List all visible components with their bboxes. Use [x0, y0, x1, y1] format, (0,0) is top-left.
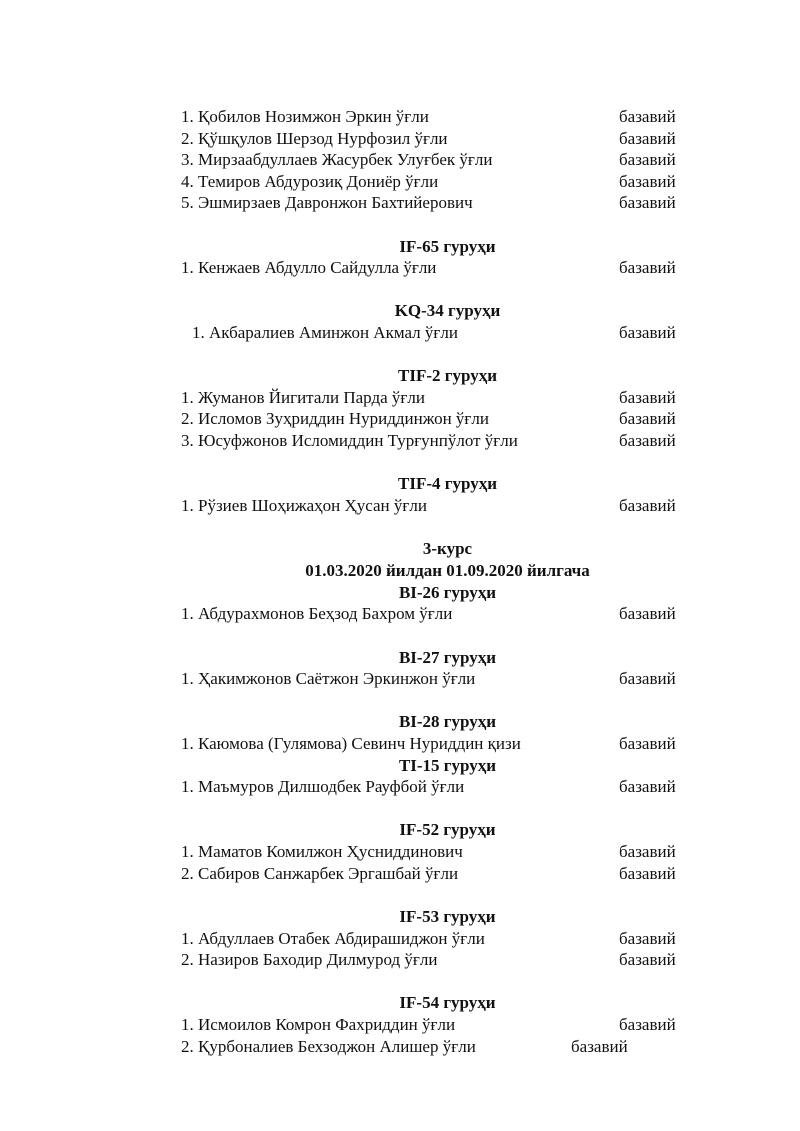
student-status: базавий	[619, 604, 676, 623]
student-name: 2. Исломов Зуҳриддин Нуриддинжон ўғли	[181, 409, 489, 428]
student-name: 1. Жуманов Йигитали Парда ўғли	[181, 388, 425, 407]
student-status: базавий	[619, 431, 676, 450]
student-name: 2. Қўшқулов Шерзод Нурфозил ўғли	[181, 129, 448, 148]
group-heading: BI-27 гуруҳи	[398, 648, 497, 667]
student-status: базавий	[619, 842, 676, 861]
student-status: базавий	[619, 669, 676, 688]
student-status: базавий	[619, 388, 676, 407]
group-heading: TIF-2 гуруҳи	[398, 366, 497, 385]
student-name: 1. Абдуллаев Отабек Абдирашиджон ўғли	[181, 929, 485, 948]
student-name: 2. Сабиров Санжарбек Эргашбай ўғли	[181, 864, 459, 883]
group-heading: IF-65 гуруҳи	[399, 237, 496, 256]
student-name: 3. Мирзаабдуллаев Жасурбек Улуғбек ўғли	[181, 150, 493, 169]
course-heading: 3-курс	[422, 539, 473, 558]
student-status: базавий	[619, 496, 676, 515]
student-status: базавий	[619, 129, 676, 148]
student-name: 1. Акбаралиев Аминжон Акмал ўғли	[192, 323, 458, 342]
student-status: базавий	[619, 258, 676, 277]
student-status: базавий	[619, 323, 676, 342]
student-name: 1. Рўзиев Шоҳижаҳон Ҳусан ўғли	[181, 496, 427, 515]
group-heading: IF-52 гуруҳи	[399, 820, 496, 839]
student-status: базавий	[619, 172, 676, 191]
period-heading: 01.03.2020 йилдан 01.09.2020 йилгача	[305, 561, 590, 580]
student-name: 1. Маматов Комилжон Ҳусниддинович	[181, 842, 463, 861]
student-name: 1. Кенжаев Абдулло Сайдулла ўғли	[181, 258, 437, 277]
student-name: 1. Исмоилов Комрон Фахриддин ўғли	[181, 1015, 456, 1034]
student-name: 1. Каюмова (Гулямова) Севинч Нуриддин қизи	[181, 734, 521, 753]
student-status: базавий	[619, 950, 676, 969]
student-status: базавий	[619, 193, 676, 212]
student-status: базавий	[571, 1037, 628, 1056]
student-name: 2. Назиров Баходир Дилмурод ўғли	[181, 950, 438, 969]
student-status: базавий	[619, 1015, 676, 1034]
group-heading: IF-54 гуруҳи	[399, 993, 496, 1012]
student-status: базавий	[619, 107, 676, 126]
student-status: базавий	[619, 150, 676, 169]
group-heading: TIF-4 гуруҳи	[398, 474, 497, 493]
student-status: базавий	[619, 864, 676, 883]
student-name: 5. Эшмирзаев Давронжон Бахтийерович	[181, 193, 473, 212]
student-name: 1. Маъмуров Дилшодбек Рауфбой ўғли	[181, 777, 465, 796]
student-status: базавий	[619, 409, 676, 428]
student-name: 1. Абдурахмонов Беҳзод Бахром ўғли	[181, 604, 453, 623]
student-name: 3. Юсуфжонов Исломиддин Турғунпўлот ўғли	[181, 431, 518, 450]
group-heading: BI-26 гуруҳи	[398, 583, 497, 602]
group-heading: IF-53 гуруҳи	[399, 907, 496, 926]
group-heading: BI-28 гуруҳи	[398, 712, 497, 731]
student-name: 1. Ҳакимжонов Саётжон Эркинжон ўғли	[181, 669, 476, 688]
student-status: базавий	[619, 734, 676, 753]
student-status: базавий	[619, 929, 676, 948]
group-heading: KQ-34 гуруҳи	[394, 301, 501, 320]
group-heading: TI-15 гуруҳи	[398, 756, 497, 775]
student-name: 2. Қурбоналиев Бехзоджон Алишер ўғли	[181, 1037, 476, 1056]
student-status: базавий	[619, 777, 676, 796]
student-name: 4. Темиров Абдурозиқ Дониёр ўғли	[181, 172, 439, 191]
student-name: 1. Қобилов Нозимжон Эркин ўғли	[181, 107, 429, 126]
